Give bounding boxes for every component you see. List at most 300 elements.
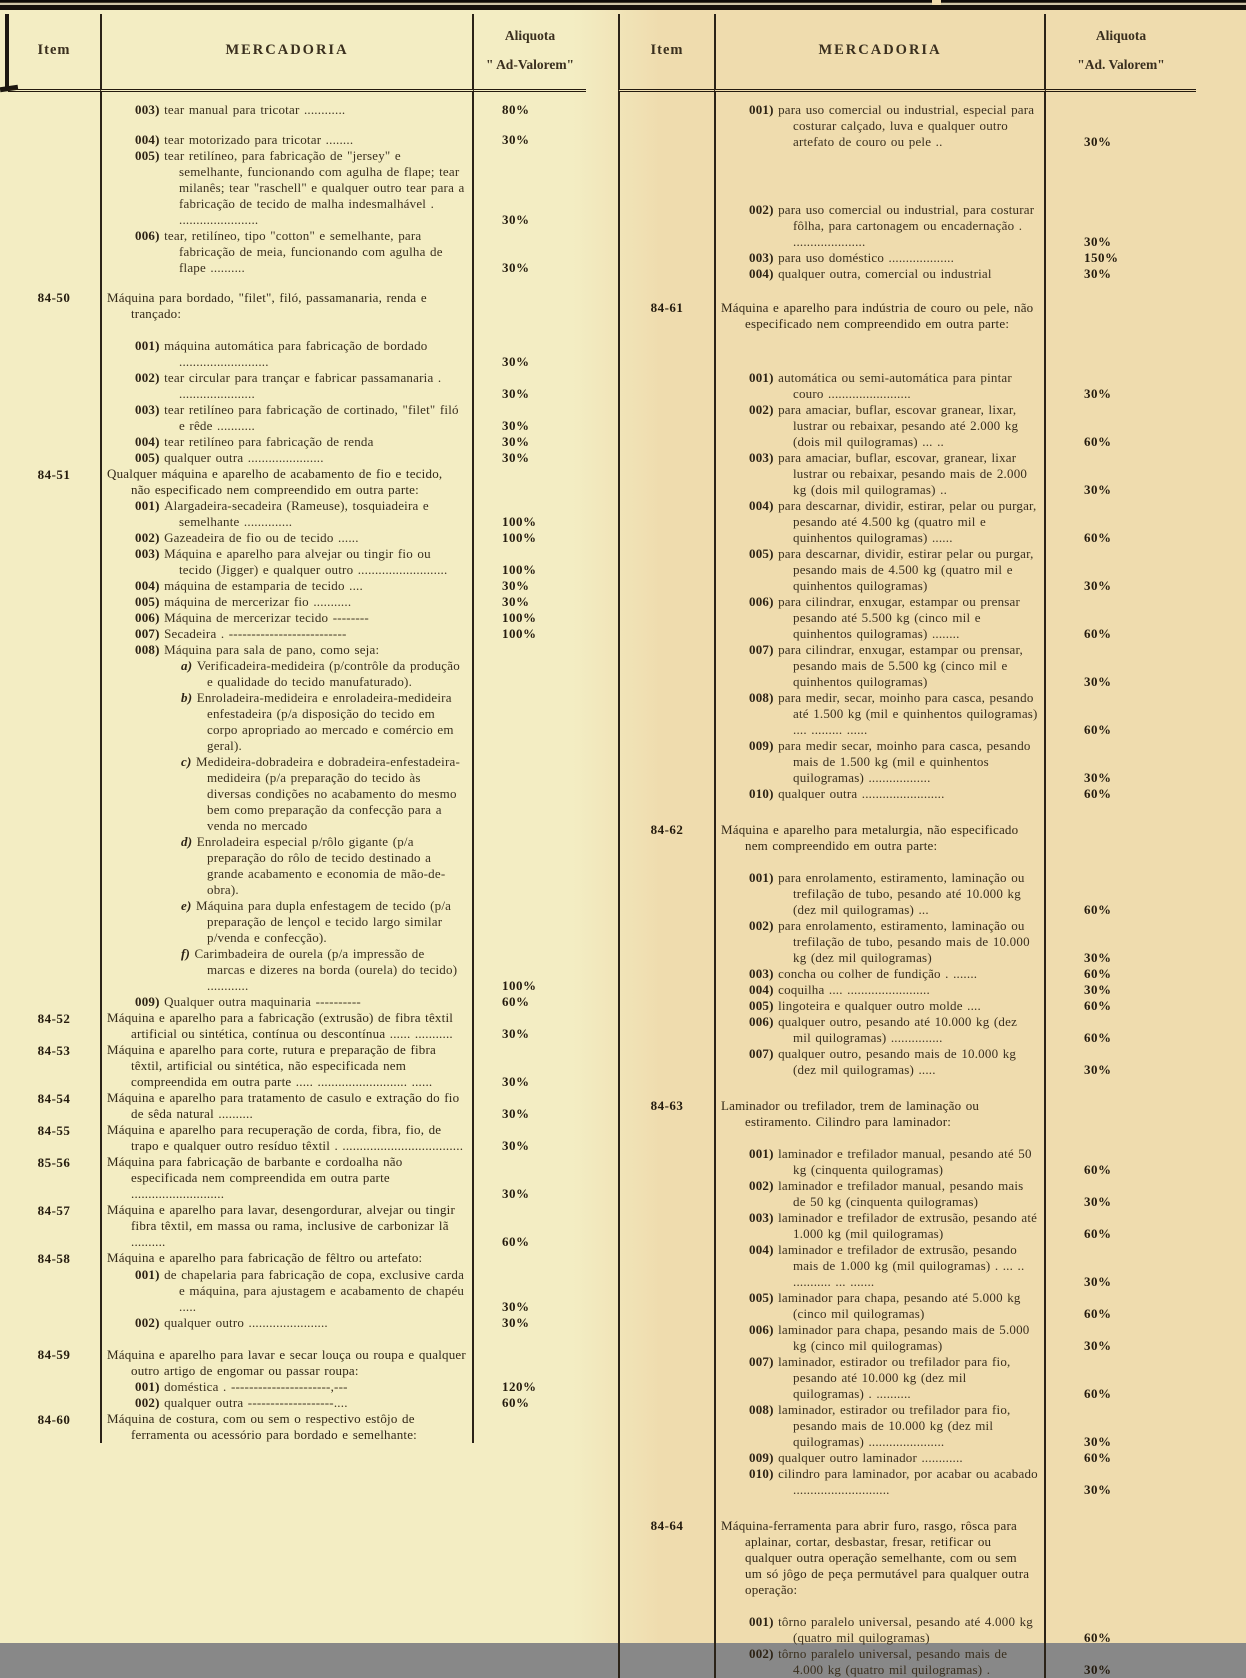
item-code: 84-60 [37,1412,71,1427]
ad-valorem-rate [1046,1466,1196,1498]
rate-value: 30% [502,1138,530,1153]
item-code [618,1046,714,1078]
item-code [8,994,100,1010]
subitem-label: 007) [749,1046,779,1061]
rate-value: 30% [1084,266,1112,281]
ad-valorem-rate [474,578,586,594]
subitem-description: 004) máquina de estamparia de tecido .... [100,578,474,594]
subitem-label: 003) [135,402,165,417]
subitem-label: 005) [135,450,165,465]
rate-value: 30% [502,594,530,609]
subitem-label: 008) [135,642,165,657]
ad-valorem-rate [1046,282,1196,332]
item-code [8,946,100,994]
rate-value: 60% [1084,1450,1112,1465]
subitem-label: 009) [749,738,779,753]
ad-valorem-rate [474,402,586,434]
ad-valorem-rate [1046,1450,1196,1466]
rate-value: 30% [502,434,530,449]
subitem-description: 008) Máquina para sala de pano, como seja: [100,642,474,658]
ad-valorem-rate [1046,802,1196,854]
ad-valorem-rate [1046,1046,1196,1078]
item-code [618,1130,714,1178]
ad-valorem-rate [1046,266,1196,282]
subitem-label: a) [181,658,197,673]
subitem-label: 002) [749,1178,779,1193]
rate-value: 60% [502,994,530,1009]
ad-valorem-rate [474,466,586,498]
item-code [8,1267,100,1315]
subitem-label: 005) [135,594,165,609]
rate-value: 30% [1084,1194,1112,1209]
subitem-description: 003) para amaciar, buflar, escovar, granear, lixar lustrar ou rebaixar, pesando mais de 2.000 kg (dois mil quilogramas) .. [714,450,1046,498]
subitem-label: 007) [749,1354,779,1369]
item-code: 84-54 [37,1091,71,1106]
item-code [618,786,714,802]
subitem-description: 006) laminador para chapa, pesando mais de 5.000 kg (cinco mil quilogramas) [714,1322,1046,1354]
ad-valorem-rate [1046,738,1196,786]
item-code [618,1242,714,1290]
subitem-label: 003) [749,250,779,265]
subitem-label: 007) [749,642,779,657]
item-code [8,450,100,466]
ad-valorem-rate [474,642,586,658]
rate-value: 30% [502,1026,530,1041]
ad-valorem-rate [1046,1402,1196,1450]
ad-valorem-rate [474,228,586,276]
subitem-description: 007) Secadeira . -------------------------- [100,626,474,642]
item-code: 84-63 [618,1078,714,1130]
subitem-label: 004) [749,982,779,997]
rate-value: 30% [1084,1062,1112,1077]
column-header-item: Item [618,14,714,92]
rate-value: 60% [1084,902,1112,917]
item-code [8,594,100,610]
subitem-label: 002) [749,1646,779,1661]
item-code: 84-58 [37,1251,71,1266]
ad-valorem-rate [474,946,586,994]
ad-valorem-rate [474,754,586,834]
subitem-description: 001) para enrolamento, estiramento, laminação ou trefilação de tubo, pesando até 10.000 kg (dez mil quilogramas) ... [714,854,1046,918]
ad-valorem-rate [1046,402,1196,450]
item-code: 84-50 [37,290,71,305]
subitem-label: 003) [135,546,165,561]
item-code [618,498,714,546]
subitem-description: 006) tear, retilíneo, tipo "cotton" e semelhante, para fabricação de meia, funcionando com agulha de flape .......... [100,228,474,276]
subitem-label: 001) [749,102,779,117]
rate-value: 60% [502,1395,530,1410]
subitem-description: 006) para cilindrar, enxugar, estampar ou prensar pesando até 5.500 kg (cinco mil e quinhentos quilogramas) ........ [714,594,1046,642]
item-code: 84-59 [37,1347,71,1362]
subitem-label: 001) [135,1267,165,1282]
item-code: 84-52 [37,1011,71,1026]
subitem-label: 009) [749,1450,779,1465]
rate-value: 30% [1084,982,1112,997]
ad-valorem-rate [474,498,586,530]
item-code [8,118,100,148]
ad-valorem-rate [1046,1130,1196,1178]
rate-value: 60% [1084,1306,1112,1321]
ad-valorem-rate [1046,854,1196,918]
item-code [618,998,714,1014]
ad-valorem-rate [474,690,586,754]
subitem-description: 007) qualquer outro, pesando mais de 10.000 kg (dez mil quilogramas) ..... [714,1046,1046,1078]
ad-valorem-rate [474,530,586,546]
subitem-label: 005) [749,1290,779,1305]
rate-value: 60% [1084,722,1112,737]
item-code [618,594,714,642]
ad-valorem-rate [474,1379,586,1395]
subitem-description: 003) Máquina e aparelho para alvejar ou tingir fio ou tecido (Jigger) e qualquer outro .......................... [100,546,474,578]
subitem-description: 003) concha ou colher de fundição . ....... [714,966,1046,982]
ad-valorem-rate [474,322,586,370]
subitem-label: 001) [749,1614,779,1629]
item-code: 84-53 [37,1043,71,1058]
section-description: Máquina e aparelho para corte, rutura e preparação de fibra têxtil, artificial ou sintética, não especificada nem compreendida em outra parte ..... .......................... ...... [100,1042,474,1090]
item-code [618,1450,714,1466]
section-description: Máquina para bordado, "filet", filó, passamanaria, renda e trançado: [100,276,474,322]
item-code [8,1315,100,1331]
section-description: Máquina e aparelho para fabricação de fêltro ou artefato: [100,1250,474,1267]
ad-valorem-rate [1046,150,1196,250]
subitem-description: 002) tôrno paralelo universal, pesando mais de 4.000 kg (quatro mil quilogramas) . [714,1646,1046,1678]
item-code [8,322,100,370]
ad-valorem-rate [1046,92,1196,150]
rate-value: 60% [1084,1386,1112,1401]
ad-valorem-rate [474,658,586,690]
subitem-description: 001) laminador e trefilador manual, pesando até 50 kg (cinquenta quilogramas) [714,1130,1046,1178]
subitem-label: 010) [749,1466,779,1481]
item-code [618,332,714,402]
ad-valorem-rate [474,450,586,466]
ad-valorem-rate [1046,1290,1196,1322]
item-code [8,402,100,434]
item-code [618,450,714,498]
section-description: Máquina e aparelho para lavar, desengordurar, alvejar ou tingir fibra têxtil, em massa ou rama, inclusive de carbonizar lã .......... [100,1202,474,1250]
item-code [618,1598,714,1646]
item-code [8,578,100,594]
ad-valorem-rate [474,594,586,610]
subitem-label: 001) [749,870,779,885]
subitem-description: 005) qualquer outra ...................... [100,450,474,466]
column-header-aliquota [474,14,586,92]
subitem-label: 002) [749,402,779,417]
subitem-description: 002) para enrolamento, estiramento, laminação ou trefilação de tubo, pesando mais de 10.000 kg (dez mil quilogramas) [714,918,1046,966]
rate-value: 30% [1084,674,1112,689]
item-code [618,1646,714,1678]
subitem-label: e) [181,898,196,913]
item-code [8,834,100,898]
column-header-mercadoria: MERCADORIA [100,14,474,92]
subitem-label: 010) [749,786,779,801]
rate-value: 60% [1084,1030,1112,1045]
rate-value: 60% [1084,530,1112,545]
subitem-label: 001) [135,498,165,513]
rate-value: 30% [502,1186,530,1201]
subitem-label: 002) [135,530,165,545]
item-code [618,738,714,786]
subitem-description: 005) máquina de mercerizar fio ........... [100,594,474,610]
subitem-label: 003) [749,1210,779,1225]
item-code [8,92,100,118]
ad-valorem-rate [474,370,586,402]
rate-value: 30% [502,386,530,401]
ad-valorem-rate [474,834,586,898]
ad-valorem-rate [474,1315,586,1331]
item-code [8,370,100,402]
rate-value: 30% [1084,1434,1112,1449]
ad-valorem-rate [1046,1210,1196,1242]
subitem-label: 008) [749,690,779,705]
subitem-description: a) Verificadeira-medideira (p/contrôle da produção e qualidade do tecido manufaturado). [100,658,474,690]
ad-valorem-rate [1046,1014,1196,1046]
subitem-description: 001) Alargadeira-secadeira (Rameuse), tosquiadeira e semelhante .............. [100,498,474,530]
rate-value: 30% [502,354,530,369]
subitem-description: 002) para amaciar, buflar, escovar granear, lixar, lustrar ou rebaixar, pesando até 2.000 kg (dois mil quilogramas) ... .. [714,402,1046,450]
rate-value: 60% [1084,998,1112,1013]
rate-value: 30% [502,418,530,433]
item-code [618,150,714,250]
item-code [8,498,100,530]
subitem-description: 007) para cilindrar, enxugar, estampar ou prensar, pesando mais de 5.500 kg (cinco mil e quinhentos quilogramas) [714,642,1046,690]
subitem-description: 004) tear retilíneo para fabricação de renda [100,434,474,450]
rate-value: 30% [1084,234,1112,249]
section-description: Laminador ou trefilador, trem de laminação ou estiramento. Cilindro para laminador: [714,1078,1046,1130]
item-code [618,250,714,266]
rate-value: 150% [1084,250,1119,265]
ad-valorem-rate [1046,982,1196,998]
item-code [618,546,714,594]
item-code [618,1354,714,1402]
subitem-description: 002) tear circular para trançar e fabricar passamanaria . ...................... [100,370,474,402]
subitem-label: c) [181,754,196,769]
item-code [618,1014,714,1046]
ad-valorem-rate [474,1090,586,1122]
table-left [8,14,586,1443]
item-code [618,402,714,450]
ad-valorem-rate [474,1042,586,1090]
item-code [618,1466,714,1498]
subitem-label: 004) [749,498,779,513]
subitem-description: 001) tôrno paralelo universal, pesando até 4.000 kg (quatro mil quilogramas) [714,1598,1046,1646]
rate-value: 30% [1084,386,1112,401]
item-code [618,266,714,282]
subitem-label: 001) [749,1146,779,1161]
subitem-label: d) [181,834,197,849]
rate-value: 60% [1084,1226,1112,1241]
subitem-label: f) [181,946,195,961]
section-description: Máquina e aparelho para a fabricação (extrusão) de fibra têxtil artificial ou sintética, contínua ou descontínua ...... ........... [100,1010,474,1042]
section-description: Máquina-ferramenta para abrir furo, rasgo, rôsca para aplainar, cortar, desbastar, fresar, retificar ou qualquer outra operação semelhante, com ou sem um só jôgo de peça permutável para qualquer outra operação: [714,1498,1046,1598]
rate-value: 120% [502,1379,537,1394]
subitem-description: 005) para descarnar, dividir, estirar pelar ou purgar, pesando mais de 4.500 kg (quatro mil e quinhentos quilogramas) [714,546,1046,594]
subitem-description: 002) qualquer outro ....................... [100,1315,474,1331]
subitem-description: 010) qualquer outra ........................ [714,786,1046,802]
rate-value: 100% [502,514,537,529]
rate-value: 100% [502,610,537,625]
ad-valorem-rate [1046,918,1196,966]
item-code [618,1322,714,1354]
item-code [618,1178,714,1210]
subitem-label: 005) [749,998,779,1013]
subitem-label: 006) [135,610,165,625]
rate-value: 60% [1084,626,1112,641]
item-code [618,1290,714,1322]
subitem-label: b) [181,690,197,705]
aliquota-label-line2: " Ad-Valorem" [485,57,575,72]
item-code [618,1402,714,1450]
rate-value: 30% [502,1074,530,1089]
rate-value: 60% [502,1234,530,1249]
item-code [8,148,100,228]
subitem-label: 006) [749,594,779,609]
item-code [8,228,100,276]
subitem-description: 003) para uso doméstico ................... [714,250,1046,266]
subitem-description: 009) qualquer outro laminador ............ [714,1450,1046,1466]
rate-value: 30% [1084,1482,1112,1497]
rate-value: 60% [1084,1162,1112,1177]
subitem-label: 006) [135,228,165,243]
subitem-label: 001) [749,370,779,385]
section-description: Máquina e aparelho para recuperação de corda, fibra, fio, de trapo e qualquer outro resíduo têxtil . ................................... [100,1122,474,1154]
subitem-description: 004) para descarnar, dividir, estirar, pelar ou purgar, pesando até 4.500 kg (quatro mil e quinhentos quilogramas) ...... [714,498,1046,546]
rate-value: 30% [1084,1274,1112,1289]
rate-value: 30% [502,132,530,147]
subitem-description: 004) tear motorizado para tricotar ........ [100,118,474,148]
aliquota-label-line2: "Ad. Valorem" [1077,57,1165,72]
page-top-rule-notch [932,0,941,5]
subitem-description: 004) laminador e trefilador de extrusão, pesando mais de 1.000 kg (mil quilogramas) . ... .. ........... ... ....... [714,1242,1046,1290]
subitem-label: 004) [135,434,165,449]
subitem-description: 009) para medir secar, moinho para casca, pesando mais de 1.500 kg (mil e quinhentos quilogramas) .................. [714,738,1046,786]
ad-valorem-rate [474,1250,586,1267]
ad-valorem-rate [474,148,586,228]
section-description: Máquina de costura, com ou sem o respectivo estôjo de ferramenta ou acessório para bordado e semelhante: [100,1411,474,1443]
subitem-description: 003) tear retilíneo para fabricação de cortinado, "filet" filó e rêde ........... [100,402,474,434]
subitem-label: 009) [135,994,165,1009]
item-code [8,690,100,754]
ad-valorem-rate [1046,1322,1196,1354]
item-code: 84-61 [618,282,714,332]
subitem-description: 006) qualquer outro, pesando até 10.000 kg (dez mil quilogramas) ............... [714,1014,1046,1046]
ad-valorem-rate [1046,1646,1196,1678]
subitem-label: 001) [135,1379,165,1394]
ad-valorem-rate [474,92,586,118]
subitem-description: 009) Qualquer outra maquinaria ---------- [100,994,474,1010]
item-code [8,658,100,690]
rate-value: 60% [1084,1630,1112,1645]
subitem-description: b) Enroladeira-medideira e enroladeira-medideira enfestadeira (p/a disposição do tecido em corpo apropriado ao mercado e comércio em geral). [100,690,474,754]
ad-valorem-rate [474,994,586,1010]
section-description: Máquina e aparelho para tratamento de casulo e extração do fio de sêda natural .......... [100,1090,474,1122]
item-code [8,530,100,546]
ad-valorem-rate [474,276,586,322]
ad-valorem-rate [474,1267,586,1315]
subitem-label: 002) [749,918,779,933]
page-top-rule [0,0,1246,10]
rate-value: 30% [1084,1662,1112,1677]
ad-valorem-rate [1046,1354,1196,1402]
rate-value: 30% [1084,578,1112,593]
subitem-description: 002) qualquer outra -------------------.... [100,1395,474,1411]
subitem-description: 005) laminador para chapa, pesando até 5.000 kg (cinco mil quilogramas) [714,1290,1046,1322]
section-description: Máquina e aparelho para lavar e secar louça ou roupa e qualquer outro artigo de engomar ou passar roupa: [100,1331,474,1379]
item-code: 84-55 [37,1123,71,1138]
rate-value: 30% [502,578,530,593]
rate-value: 60% [1084,966,1112,981]
ad-valorem-rate [1046,690,1196,738]
subitem-label: 004) [135,578,165,593]
item-code [618,1210,714,1242]
ad-valorem-rate [474,1010,586,1042]
ad-valorem-rate [1046,1078,1196,1130]
ad-valorem-rate [474,546,586,578]
subitem-label: 002) [749,202,779,217]
item-code [618,92,714,150]
subitem-description: 001) automática ou semi-automática para pintar couro ........................ [714,332,1046,402]
subitem-description: 003) laminador e trefilador de extrusão, pesando até 1.000 kg (mil quilogramas) [714,1210,1046,1242]
subitem-label: 005) [135,148,165,163]
subitem-label: 004) [749,266,779,281]
ad-valorem-rate [474,626,586,642]
ad-valorem-rate [474,434,586,450]
item-code [618,966,714,982]
subitem-description: 002) laminador e trefilador manual, pesando mais de 50 kg (cinquenta quilogramas) [714,1178,1046,1210]
rate-value: 30% [1084,770,1112,785]
aliquota-label-line1: Aliquota [504,28,556,43]
item-code [618,854,714,918]
rate-value: 30% [502,1106,530,1121]
subitem-label: 002) [135,1395,165,1410]
rate-value: 30% [1084,134,1112,149]
subitem-description: 004) coquilha .... ........................ [714,982,1046,998]
subitem-description: 001) doméstica . ----------------------,--- [100,1379,474,1395]
ad-valorem-rate [474,118,586,148]
subitem-label: 003) [749,450,779,465]
ad-valorem-rate [474,898,586,946]
ad-valorem-rate [1046,1598,1196,1646]
subitem-description: 002) para uso comercial ou industrial, para costurar fôlha, para cartonagem ou encadernação . ..................... [714,150,1046,250]
subitem-description: 001) para uso comercial ou industrial, especial para costurar calçado, luva e qualquer outro artefato de couro ou pele .. [714,92,1046,150]
item-code [8,1395,100,1411]
rate-value: 30% [502,1299,530,1314]
section-description: Qualquer máquina e aparelho de acabamento de fio e tecido, não especificado nem compreendido em outra parte: [100,466,474,498]
rate-value: 100% [502,562,537,577]
rate-value: 60% [1084,434,1112,449]
subitem-description: f) Carimbadeira de ourela (p/a impressão de marcas e dizeres na borda (ourela) do tecido) ............ [100,946,474,994]
ad-valorem-rate [1046,642,1196,690]
rate-value: 60% [1084,786,1112,801]
subitem-description: c) Medideira-dobradeira e dobradeira-enfestadeira-medideira (p/a preparação do tecido às diversas condições no acabamento do mesmo bem como preparação da confecção para a venda no mercado [100,754,474,834]
subitem-label: 004) [135,132,165,147]
subitem-description: 003) tear manual para tricotar ............ [100,92,474,118]
item-code [8,434,100,450]
rate-value: 30% [502,212,530,227]
subitem-description: 007) laminador, estirador ou trefilador para fio, pesando até 10.000 kg (dez mil quilogramas) . .......... [714,1354,1046,1402]
rate-value: 100% [502,626,537,641]
ad-valorem-rate [1046,594,1196,642]
subitem-label: 005) [749,546,779,561]
item-code: 84-62 [618,802,714,854]
subitem-label: 002) [135,1315,165,1330]
ad-valorem-rate [1046,966,1196,982]
column-header-mercadoria: MERCADORIA [714,14,1046,92]
item-code: 85-56 [37,1155,71,1170]
item-code [618,982,714,998]
item-code [8,754,100,834]
subitem-label: 006) [749,1322,779,1337]
rate-value: 30% [502,450,530,465]
